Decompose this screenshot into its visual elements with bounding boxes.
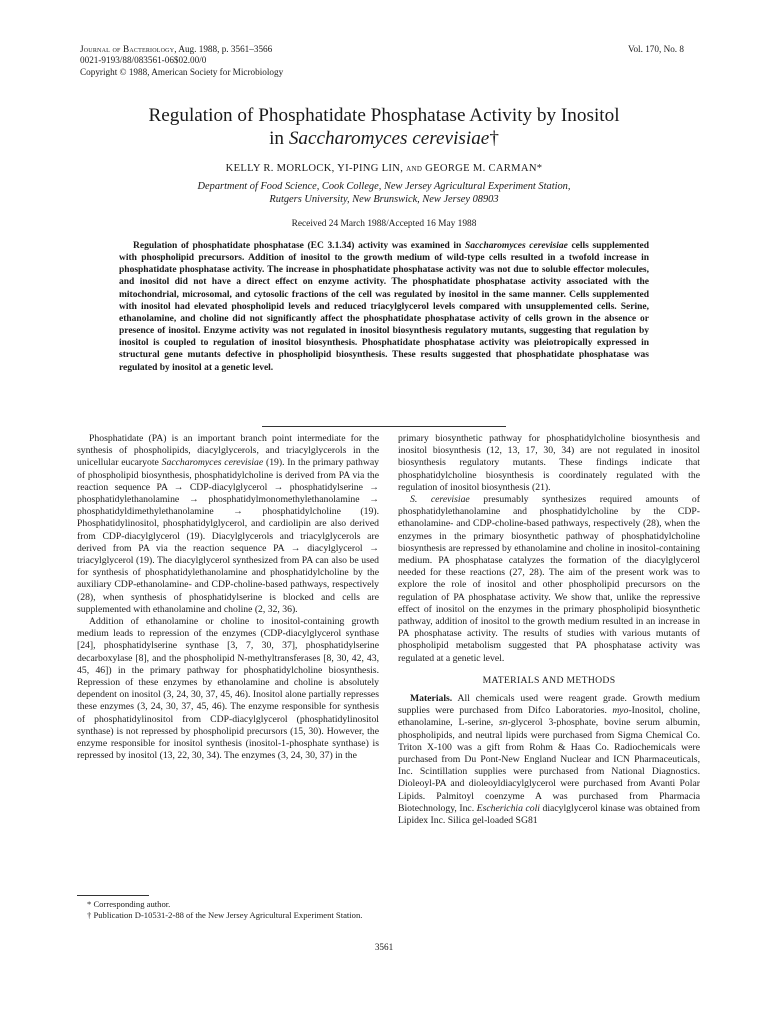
- journal-name: Journal of Bacteriology: [80, 44, 175, 54]
- intro-paragraph-1: [77, 433, 379, 616]
- footnote-publication: † Publication D-10531-2-88 of the New Jersey Agricultural Experiment Station.: [87, 909, 363, 920]
- intro-paragraph-4: [398, 494, 700, 665]
- title-line-2: [60, 127, 708, 150]
- affiliation-line-1: Department of Food Science, Cook College, New Jersey Agricultural Experiment Station,: [197, 181, 571, 192]
- author-and: and: [406, 163, 423, 174]
- author-names: KELLY R. MORLOCK, YI-PING LIN,: [225, 163, 404, 174]
- materials-ecoli: Escherichia coli: [476, 802, 540, 814]
- citation-detail: , Aug. 1988, p. 3561–3566: [174, 44, 273, 54]
- materials-text-b: -Inositol, choline, ethanolamine, L-serine,: [398, 705, 701, 729]
- abstract-divider: [262, 426, 506, 427]
- received-dates: Received 24 March 1988/Accepted 16 May 1988: [291, 219, 477, 229]
- footnote-divider: [77, 895, 149, 896]
- left-column: [77, 433, 379, 762]
- affiliation-line-2: Rutgers University, New Brunswick, New Jersey 08903: [269, 193, 499, 205]
- materials-run-head: Materials.: [410, 693, 453, 705]
- title-line-1: Regulation of Phosphatidate Phosphatase Activity by Inositol: [148, 105, 620, 126]
- right-column: [398, 433, 700, 827]
- affiliation: [60, 181, 708, 206]
- page-number: 3561: [374, 942, 394, 952]
- article-title: [60, 104, 708, 150]
- intro-paragraph-3: primary biosynthetic pathway for phosphatidylcholine biosynthesis and inositol biosynthesis (12, 13, 17, 30, 34) are not regulated in inositol biosynthesis regulatory mutants. These findings indicate that phosphatidylcholine biosynthesis is coordinately regulated with the regulation of inositol biosynthesis (21).: [398, 433, 700, 493]
- materials-paragraph: [398, 693, 700, 827]
- intro-p1-text-a: Phosphatidate (PA) is an important branch point intermediate for the synthesis of phospholipids, diacylglycerols, and triacylglycerols in the unicellular eucaryote: [77, 433, 379, 469]
- issn-line: 0021-9193/88/083561-06$02.00/0: [80, 55, 207, 66]
- author-last: GEORGE M. CARMAN*: [425, 163, 543, 174]
- intro-paragraph-2: Addition of ethanolamine or choline to inositol-containing growth medium leads to repression of the enzymes (CDP-diacylglycerol synthase [24], phosphatidylserine synthase [3, 7, 30, 37], phosphatidylserine decarboxylase [8], and the phospholipid N-methyltransferases [8, 30, 42, 43, 45, 46]) in the primary pathway for phosphatidylcholine biosynthesis. Repression of these enzymes by ethanolamine and choline is absolutely dependent on inositol (3, 24, 30, 37, 45, 46). Inositol alone partially represses these enzymes (3, 24, 30, 37, 45, 46). The enzyme responsible for synthesis of phosphatidylinositol from CDP-diacylglycerol (phosphatidylinositol synthase) is not repressed by phospholipid precursors (15, 30). However, the enzyme responsible for inositol synthesis (inositol-1-phosphate synthase) is repressed by inositol (13, 22, 30, 34). The enzymes (3, 24, 30, 37) in the: [77, 616, 379, 762]
- abstract: [119, 240, 649, 374]
- materials-myo: myo: [612, 705, 629, 717]
- intro-p4-text: presumably synthesizes required amounts of phosphatidylethanolamine and phosphatidylcholine by the CDP-ethanolamine- and CDP-choline-based pathways, respectively (28), when the enzymes in the primary biosynthetic pathway of phosphatidylcholine biosynthesis are repressed by ethanolamine and choline in inositol-containing medium. PA phosphatase catalyzes the formation of the diacylglycerol needed for these reactions (27, 28). The aim of the present work was to explore the role of inositol and other phospholipid precursors on the regulation of PA phosphatase activity. We show that, unlike the repressive effect of inositol on the enzymes in the primary phospholipid biosynthetic pathway, addition of inositol to the growth medium resulted in an increase in PA phosphatase activity. The results of studies with various mutants of phospholipid metabolism suggested that PA phosphatase activity was regulated at a genetic level.: [398, 494, 701, 664]
- materials-sn: sn: [499, 717, 508, 729]
- materials-text-c: -glycerol 3-phosphate, bovine serum albumin, phospholipids, and neutral lipids were purchased from Sigma Chemical Co. Triton X-100 was a gift from Rohm & Haas Co. Radiochemicals were purchased from Du Pont-New England Nuclear and ICN Pharmaceuticals, Inc. Scintillation supplies were purchased from National Diagnostics. Dioleoyl-PA and dioleoyldiacylglycerol were purchased from Avanti Polar Lipids. Palmitoyl coenzyme A was purchased from Pharmacia Biotechnology, Inc.: [398, 717, 700, 814]
- abstract-text-2: cells supplemented with phospholipid precursors. Addition of inositol to the growth medium of wild-type cells resulted in a twofold increase in phosphatidate phosphatase activity. The increase in phosphatidate phosphatase activity was not due to soluble effector molecules, and inositol did not have a direct effect on enzyme activity. The phosphatidate phosphatase activity associated with the mitochondrial, microsomal, and cytosolic fractions of the cell was regulated by inositol in the same manner. Cells supplemented with inositol had elevated phospholipid levels and reduced triacylglycerol levels compared with unsupplemented cells. Serine, ethanolamine, and choline did not significantly affect the phosphatidate phosphatase activity of cells grown in the absence or presence of inositol. Enzyme activity was not regulated in inositol biosynthesis regulatory mutants, suggesting that regulation by inositol is coupled to regulation of inositol biosynthesis. Phosphatidate phosphatase activity was pleiotropically expressed in structural gene mutants defective in phospholipid biosynthesis. These results suggested that phosphatidate phosphatase was regulated by inositol at a genetic level.: [119, 241, 649, 373]
- section-heading: MATERIALS AND METHODS: [482, 674, 616, 686]
- intro-p1-text-b: (19). In the primary pathway of phospholipid biosynthesis, phosphatidylcholine is derived from PA via the reaction sequence PA → CDP-diacylglycerol → phosphatidylserine → phosphatidylethanolamine → phosphatidylmonomethylethanolamine → phosphatidyldimethylethanolamine → phosphatidylcholine (19). Phosphatidylinositol, phosphatidylglycerol, and cardiolipin are also derived from CDP-diacylglycerol (19). Diacylglycerols and triacylglycerols are derived from PA via the reaction sequence PA → diacylglycerol → triacylglycerol (19). The diacylglycerol synthesized from PA can also be used for synthesis of phosphatidylethanolamine and phosphatidylcholine by the auxiliary CDP-ethanolamine- and CDP-choline-based pathways, respectively (28), when synthesis of phosphatidylserine is blocked and cells are supplemented with ethanolamine and choline (2, 32, 36).: [77, 457, 380, 615]
- intro-p4-organism: S. cerevisiae: [410, 494, 470, 506]
- materials-text-a: All chemicals used were reagent grade. Growth medium supplies were purchased from Difco Laboratories.: [398, 693, 700, 717]
- journal-header: [80, 44, 283, 78]
- volume-issue: Vol. 170, No. 8: [628, 44, 684, 54]
- title-footnote-mark: †: [489, 128, 499, 149]
- intro-p1-organism: Saccharomyces cerevisiae: [161, 457, 264, 469]
- materials-text-d: diacylglycerol kinase was obtained from Lipidex Inc. Silica gel-loaded SG81: [398, 802, 700, 827]
- title-prefix: in: [269, 128, 289, 149]
- journal-citation: [80, 44, 283, 55]
- footnote-corresponding: * Corresponding author.: [87, 899, 171, 909]
- author-list: [60, 163, 708, 174]
- copyright-line: Copyright © 1988, American Society for Microbiology: [80, 66, 284, 77]
- title-organism: Saccharomyces cerevisiae: [288, 128, 490, 149]
- footnotes: [77, 899, 379, 921]
- abstract-text-1: Regulation of phosphatidate phosphatase (EC 3.1.34) activity was examined in: [133, 241, 465, 251]
- abstract-organism: Saccharomyces cerevisiae: [464, 241, 568, 251]
